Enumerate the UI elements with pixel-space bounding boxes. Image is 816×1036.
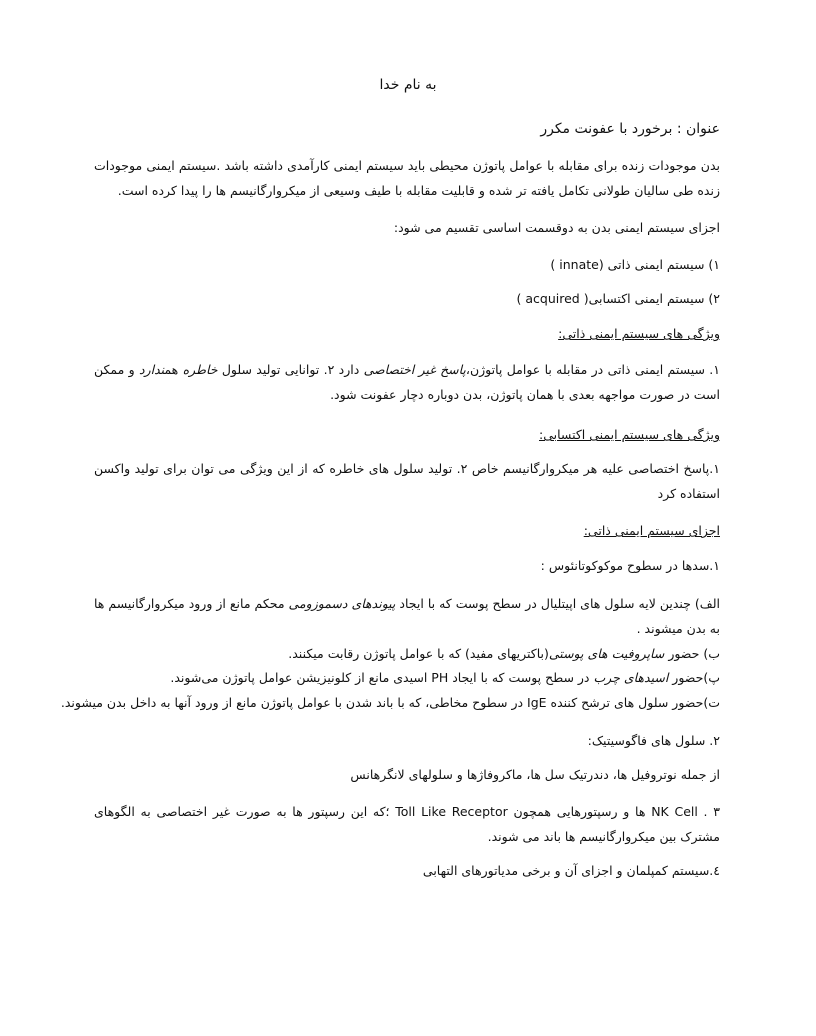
barrier-item-a [94, 591, 720, 641]
intro-paragraph: بدن موجودات زنده برای مقابله با عوامل پاتوژن محیطی باید سیستم ایمنی کارآمدی داشته باشد .سیستم ایمنی موجودات زنده طی سالیان طولانی تکامل یافته تر شده و قابلیت مقابله با طیف وسیعی از میکروارگانیسم ها را پیدا کرده است. [94, 158, 720, 198]
complement-item: ٤.سیستم کمپلمان و اجزای آن و برخی مدیاتورهای التهابی [422, 863, 720, 878]
barrier-b-saprophytes: ساپروفیت های پوستی [548, 646, 665, 661]
barrier-item-b [288, 645, 720, 662]
acquired-features-paragraph: ۱.پاسخ اختصاصی علیه هر میکروارگانیسم خاص ۲. تولید سلول های خاطره که از این ویژگی می توان برای تولید واکسن استفاده کرد [94, 461, 720, 501]
barrier-item-d: ت)حضور سلول های ترشح کننده IgE در سطوح مخاطی، که با باند شدن با عوامل پاتوژن مانع از ورود آنها به داخل بدن میشوند. [60, 695, 720, 710]
phagocyte-list: از جمله نوتروفیل ها، دندرتیک سل ها، ماکروفاژها و سلولهای لانگرهانس [350, 767, 720, 782]
part-innate: ۱) سیستم ایمنی ذاتی (innate ) [550, 257, 720, 272]
innate-features-heading: ویژگی های سیستم ایمنی ذاتی: [558, 326, 720, 341]
barrier-heading: ۱.سدها در سطوح موکوکوتانئوس : [540, 558, 720, 573]
barrier-c-text-1: پ)حضور [668, 670, 720, 685]
barrier-b-text-1: ب) حضور [664, 646, 720, 661]
parts-intro: اجزای سیستم ایمنی بدن به دوقسمت اساسی تقسیم می شود: [393, 220, 720, 235]
barrier-c-text-3: در سطح پوست که با ایجاد PH اسیدی مانع از کلونیزیشن عوامل پاتوژن می‌شوند. [170, 670, 594, 685]
document-title: عنوان : برخورد با عفونت مکرر [540, 121, 720, 137]
innate-features-not-have: ندارد [139, 362, 165, 377]
phagocyte-heading: ۲. سلول های فاگوسیتیک: [587, 733, 720, 748]
barrier-b-text-3: (باکتریهای مفید) که با عوامل پاتوژن رقابت میکنند. [288, 646, 549, 661]
barrier-a-desmosome: پیوندهای دسموزومی [288, 596, 396, 611]
innate-features-paragraph [94, 357, 720, 407]
innate-features-memory: خاطره [182, 362, 218, 377]
nk-cell-paragraph: ۳ . NK Cell ها و رسپتورهایی همچون Toll Like Receptor ؛که این رسپتور ها به صورت غیر اختصاصی به الگوهای مشترک بین میکروارگانیسم ها باند می شوند. [94, 804, 720, 844]
innate-components-heading: اجزای سیستم ایمنی ذاتی: [583, 523, 720, 538]
barrier-a-text-3: محکم مانع از ورود میکروارگانیسم ها به بدن میشوند . [94, 596, 720, 636]
innate-features-text-e: هم [164, 362, 183, 377]
innate-features-nonspecific: پاسخ غیر اختصاصی [363, 362, 466, 377]
acquired-features-heading: ویژگی های سیستم ایمنی اکتسابی: [539, 427, 720, 442]
part-acquired: ۲) سیستم ایمنی اکتسابی( acquired ) [516, 291, 720, 306]
barrier-c-fatty-acids: اسیدهای چرب [593, 670, 669, 685]
innate-features-text-g: و ممکن است در صورت مواجهه بعدی با همان پاتوژن، بدن دوباره دچار عفونت شود. [94, 362, 720, 402]
innate-features-text-a: ۱. سیستم ایمنی ذاتی در مقابله با عوامل پاتوژن، [465, 362, 721, 377]
bismillah-heading: به نام خدا [379, 77, 437, 93]
barrier-item-c [170, 669, 720, 686]
innate-features-text-c: دارد ۲. توانایی تولید سلول [217, 362, 364, 377]
barrier-a-text-1: الف) چندین لایه سلول های اپیتلیال در سطح پوست که با ایجاد [395, 596, 720, 611]
